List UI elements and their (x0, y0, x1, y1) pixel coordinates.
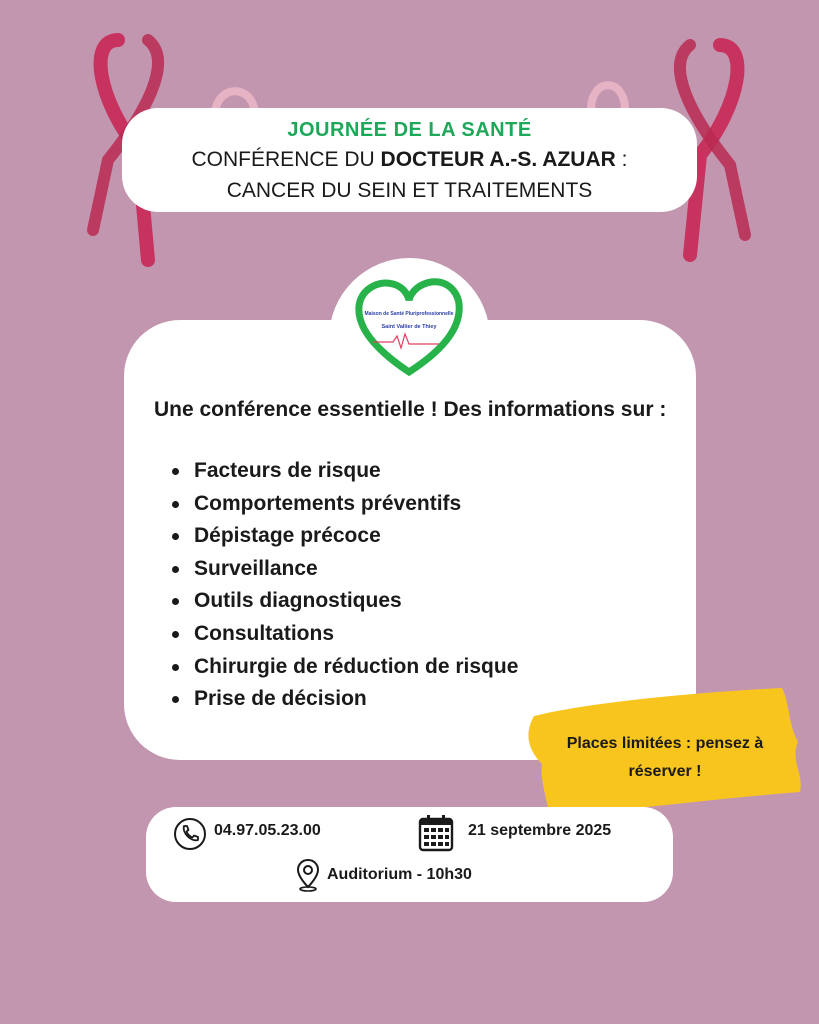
reservation-notice: Places limitées : pensez à réserver ! (566, 735, 764, 780)
intro-text: Une conférence essentielle ! Des informations sur : (154, 398, 667, 421)
list-item: Facteurs de risque (172, 455, 518, 488)
event-location: Auditorium - 10h30 (327, 866, 472, 883)
list-item: Surveillance (172, 553, 518, 586)
speaker-name: DOCTEUR A.-S. AZUAR (380, 148, 616, 171)
event-title: JOURNÉE DE LA SANTÉ (287, 119, 532, 141)
list-item: Prise de décision (172, 683, 518, 716)
calendar-icon (418, 814, 454, 852)
phone-number[interactable]: 04.97.05.23.00 (214, 822, 321, 839)
list-item: Comportements préventifs (172, 488, 518, 521)
title-card (122, 108, 697, 212)
event-date: 21 septembre 2025 (468, 822, 612, 839)
location-pin-icon (296, 858, 320, 892)
list-item: Dépistage précoce (172, 520, 518, 553)
topic-list (172, 455, 518, 716)
conference-title: CONFÉRENCE DU DOCTEUR A.-S. AZUAR : (191, 148, 628, 171)
logo-subtext: Saint Vallier de Thiey (381, 324, 437, 330)
logo-text: Maison de Santé Pluriprofessionnelle (364, 311, 454, 317)
list-item: Consultations (172, 618, 518, 651)
list-item: Outils diagnostiques (172, 585, 518, 618)
ribbon-center-small-icon (583, 72, 633, 112)
phone-icon (173, 817, 207, 851)
list-item: Chirurgie de réduction de risque (172, 651, 518, 684)
conference-subject: CANCER DU SEIN ET TRAITEMENTS (226, 179, 593, 202)
